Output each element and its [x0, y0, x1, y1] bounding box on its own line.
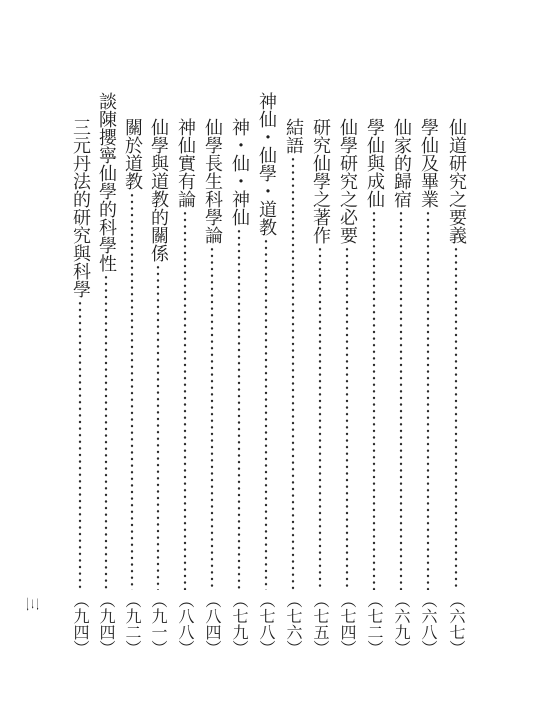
toc-entry [389, 118, 413, 656]
page-number: 三 [23, 597, 39, 611]
toc-entry-title: 談陳攖寧仙學的科學性 [96, 92, 117, 272]
toc-entry-title: 學仙與成仙 [364, 118, 385, 208]
toc-entry-page: （九一） [149, 592, 168, 656]
toc-entry-page: （七二） [365, 592, 384, 656]
toc-entry-title: 神仙・仙學・道教 [256, 92, 277, 236]
toc-dot-leader [120, 192, 144, 590]
toc-entry [335, 118, 359, 656]
toc-entry-title: 仙學與道教的關係 [148, 118, 169, 262]
toc-entry [254, 92, 278, 656]
toc-entry-title: 仙家的歸宿 [391, 118, 412, 208]
toc-entry [362, 118, 386, 656]
toc-entry-page: （八八） [176, 592, 195, 656]
toc-dot-leader [68, 300, 92, 590]
toc-dot-leader [200, 246, 224, 590]
toc-entry-page: （八四） [203, 592, 222, 656]
toc-entry-page: （九四） [71, 592, 90, 656]
toc-entry-page: （七九） [230, 592, 249, 656]
toc-entry [68, 118, 92, 656]
toc-entry-title: 仙道研究之要義 [446, 118, 467, 244]
toc-entry [308, 118, 332, 656]
toc-entry-title: 關於道教 [122, 118, 143, 190]
toc-entry-page: （六九） [392, 592, 411, 656]
toc-dot-leader [94, 274, 118, 590]
toc-entry-page: （六八） [419, 592, 438, 656]
toc-entry [416, 118, 440, 656]
toc-entry-title: 三元丹法的研究與科學 [70, 118, 91, 298]
toc-entry-title: 學仙及畢業 [418, 118, 439, 208]
toc-entry-title: 神仙實有論 [175, 118, 196, 208]
toc-entry [120, 118, 144, 656]
toc-entry [227, 118, 251, 656]
toc-entry-page: （七六） [284, 592, 303, 656]
toc-dot-leader [444, 246, 468, 590]
toc-dot-leader [335, 246, 359, 590]
toc-entry-page: （七四） [338, 592, 357, 656]
toc-dot-leader [416, 210, 440, 590]
toc-entry [146, 118, 170, 656]
toc-entry-title: 仙學研究之必要 [337, 118, 358, 244]
toc-dot-leader [281, 156, 305, 590]
toc-dot-leader [254, 238, 278, 590]
toc-entry-page: （九四） [97, 592, 116, 656]
toc-entry-page: （七八） [257, 592, 276, 656]
toc-entry [173, 118, 197, 656]
toc-entry [94, 92, 118, 656]
toc-entry-page: （六七） [447, 592, 466, 656]
toc-entry-title: 研究仙學之著作 [310, 118, 331, 244]
toc-dot-leader [362, 210, 386, 590]
toc-entry-page: （七五） [311, 592, 330, 656]
toc-entry-title: 結語 [283, 118, 304, 154]
toc-entry [444, 118, 468, 656]
toc-dot-leader [389, 210, 413, 590]
toc-entry-title: 仙學長生科學論 [202, 118, 223, 244]
toc-entry [281, 118, 305, 656]
toc-entry-title: 神・仙・神仙 [229, 118, 250, 226]
toc-dot-leader [308, 246, 332, 590]
toc-entry [200, 118, 224, 656]
toc-dot-leader [173, 210, 197, 590]
toc-dot-leader [227, 228, 251, 590]
toc-entry-page: （九二） [123, 592, 142, 656]
toc-dot-leader [146, 264, 170, 590]
